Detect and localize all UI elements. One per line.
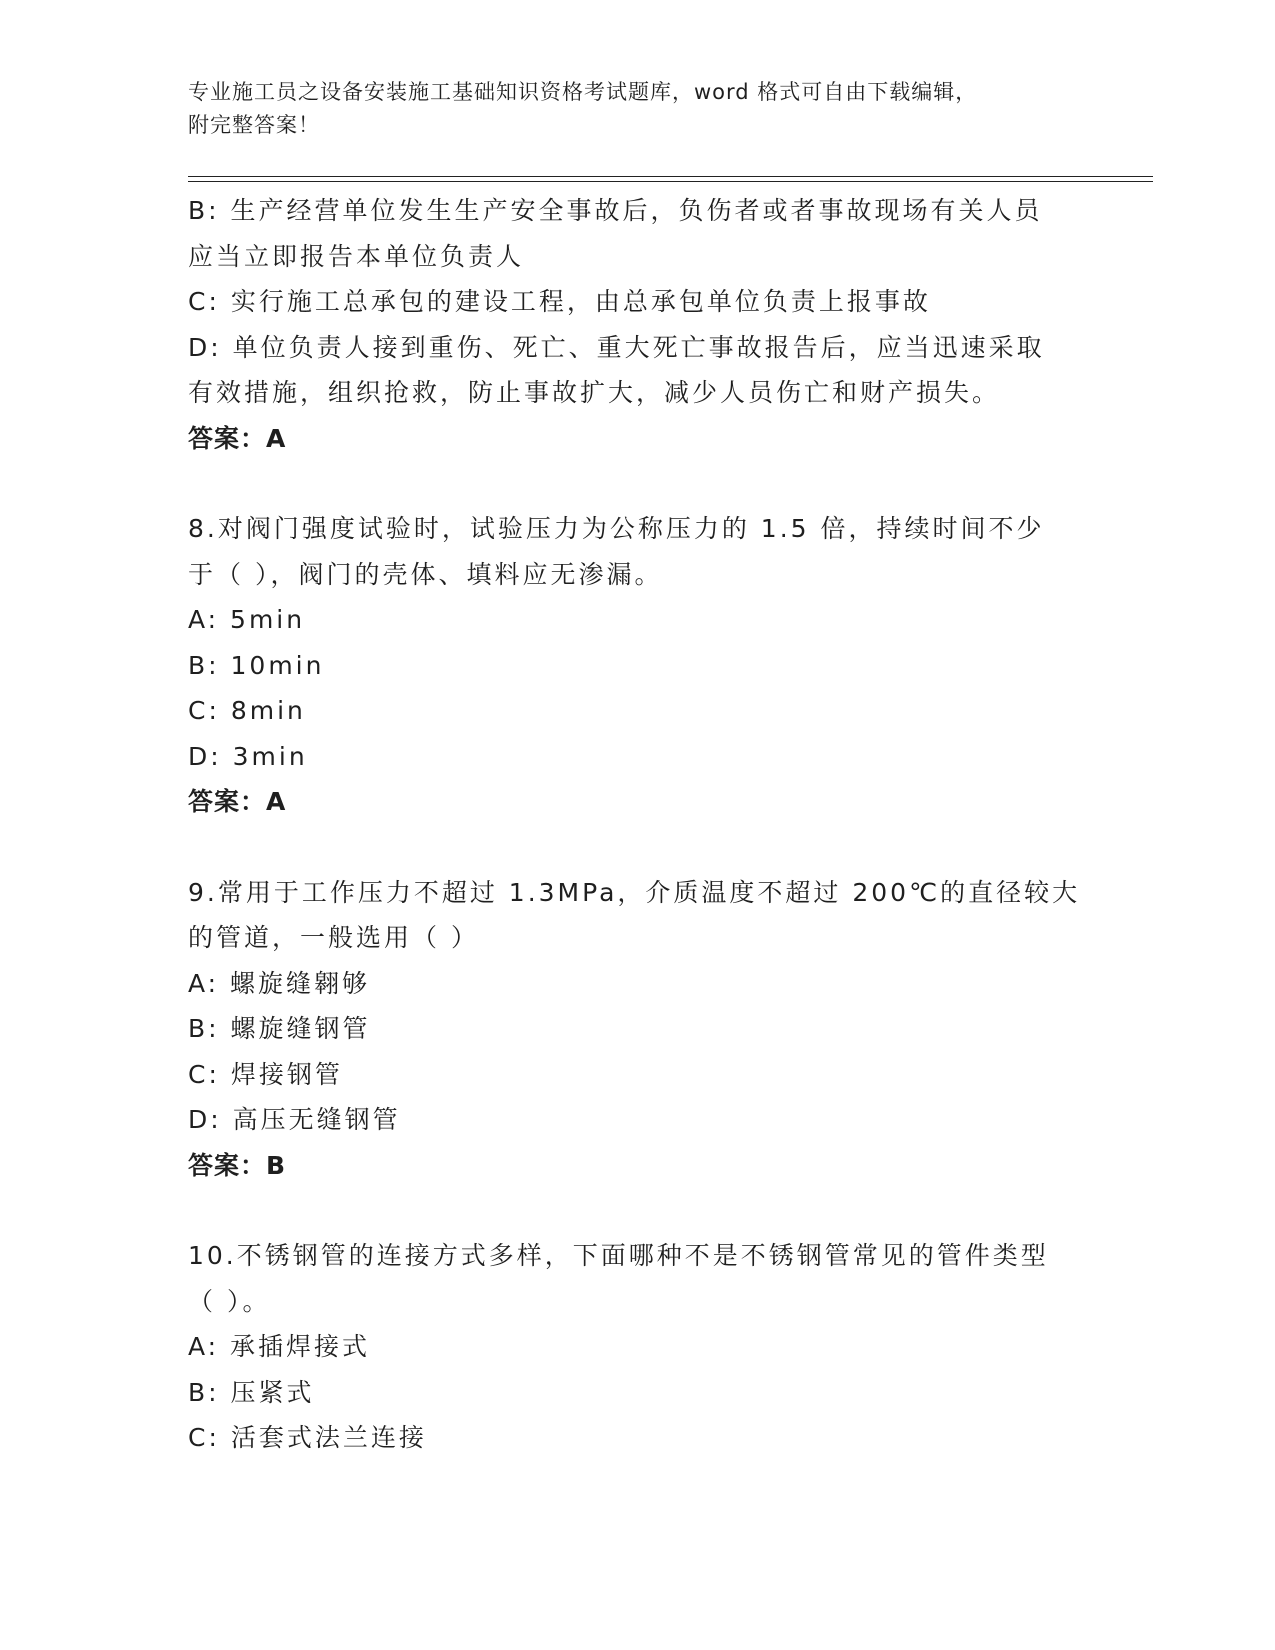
q9-stem-line-2: 的管道，一般选用（ ） <box>188 923 479 952</box>
header-line-2: 附完整答案！ <box>188 113 320 137</box>
header-rule-top <box>188 176 1153 177</box>
header-rule-bottom <box>188 181 1153 182</box>
q9-stem-line-1: 9.常用于工作压力不超过 1.3MPa，介质温度不超过 200℃的直径较大 <box>188 877 1081 907</box>
q9-option-d: D: 高压无缝钢管 <box>188 1105 401 1134</box>
q8-stem-line-1: 8.对阀门强度试验时，试验压力为公称压力的 1.5 倍，持续时间不少 <box>188 514 1045 543</box>
spacer <box>188 461 1068 506</box>
page-header <box>188 76 1068 142</box>
answer-q7: 答案：A <box>188 423 287 453</box>
q8-option-c: C: 8min <box>188 696 306 725</box>
q8-option-d: D: 3min <box>188 741 308 771</box>
question-7-continued <box>188 188 1068 461</box>
spacer <box>188 1188 1068 1233</box>
q8-option-b: B: 10min <box>188 650 325 680</box>
option-b-line-1: B: 生产经营单位发生生产安全事故后，负伤者或者事故现场有关人员 <box>188 196 1043 225</box>
option-b-line-2: 应当立即报告本单位负责人 <box>188 241 525 271</box>
document-body <box>188 188 1081 1461</box>
question-9 <box>188 870 1081 1189</box>
q8-option-a: A: 5min <box>188 605 306 634</box>
q10-stem-line-2: （ ）。 <box>188 1286 271 1316</box>
option-d-line-2: 有效措施，组织抢救，防止事故扩大，减少人员伤亡和财产损失。 <box>188 378 1001 407</box>
header-line-1: 专业施工员之设备安装施工基础知识资格考试题库，word 格式可自由下载编辑， <box>188 80 978 104</box>
question-10 <box>188 1233 1068 1461</box>
q9-option-a: A: 螺旋缝翱够 <box>188 968 371 998</box>
q10-stem-line-1: 10.不锈钢管的连接方式多样，下面哪种不是不锈钢管常见的管件类型 <box>188 1241 1049 1270</box>
q9-option-b: B: 螺旋缝钢管 <box>188 1014 371 1043</box>
question-8 <box>188 506 1068 825</box>
answer-q9: 答案：B <box>188 1150 287 1180</box>
spacer <box>188 825 1068 870</box>
q8-stem-line-2: 于（ ），阀门的壳体、填料应无渗漏。 <box>188 559 663 589</box>
q10-option-c: C: 活套式法兰连接 <box>188 1423 427 1452</box>
option-d-line-1: D: 单位负责人接到重伤、死亡、重大死亡事故报告后，应当迅速采取 <box>188 332 1045 362</box>
option-c: C: 实行施工总承包的建设工程，由总承包单位负责上报事故 <box>188 287 931 316</box>
q10-option-b: B: 压紧式 <box>188 1377 315 1407</box>
answer-q8: 答案：A <box>188 787 287 816</box>
q10-option-a: A: 承插焊接式 <box>188 1332 371 1361</box>
q9-option-c: C: 焊接钢管 <box>188 1059 343 1089</box>
